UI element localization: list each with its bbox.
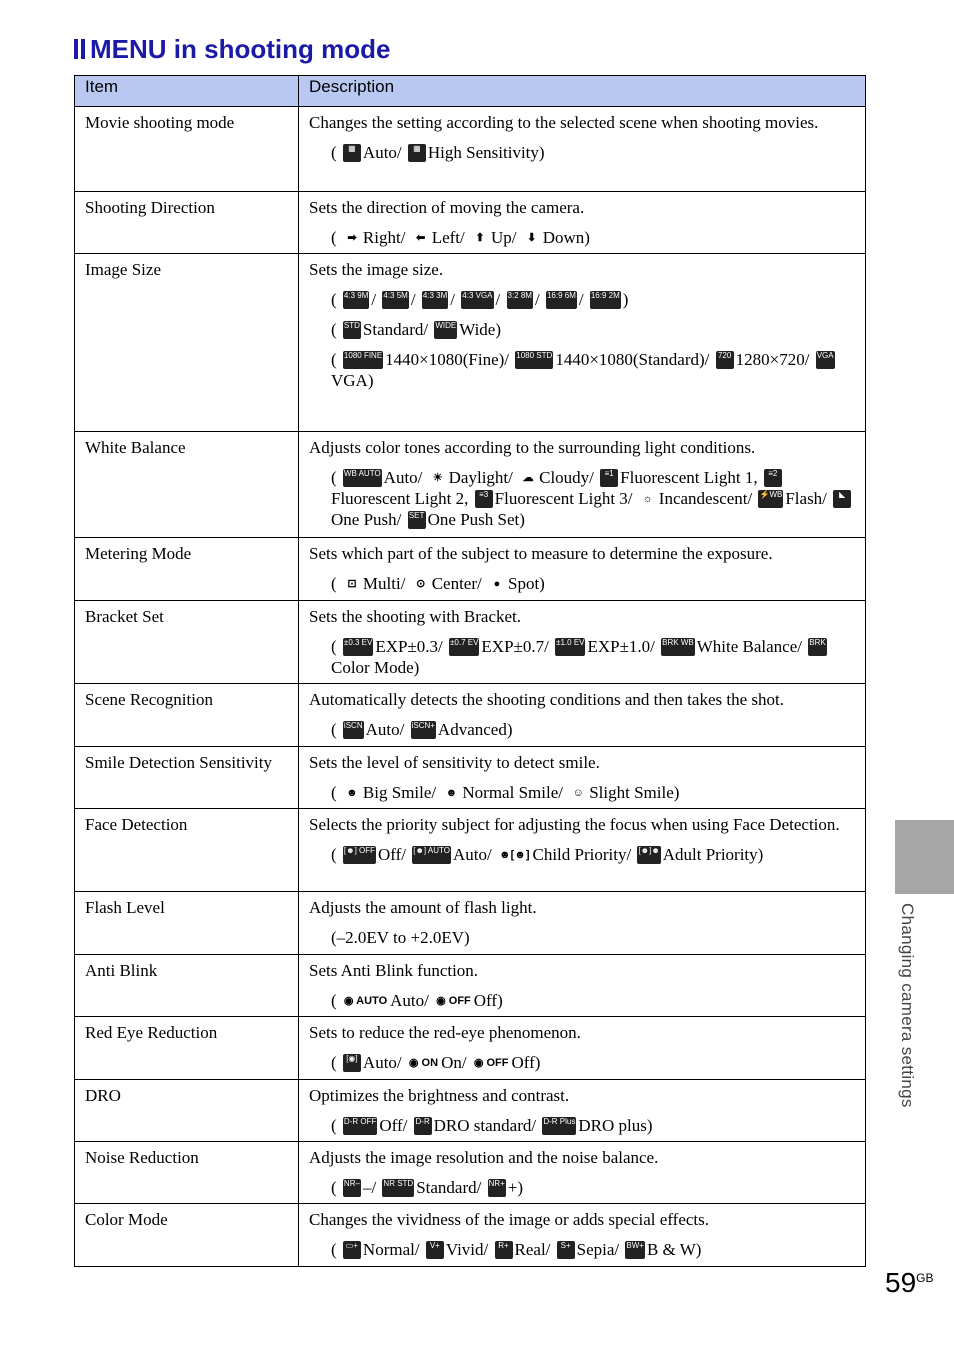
option-text: ( [331, 845, 337, 864]
face-child-icon: ☻[☻] [499, 849, 530, 861]
option-text: 1440×1080(Standard)/ [555, 350, 710, 369]
option-text: Standard/ [416, 1178, 482, 1197]
option-text: / [495, 290, 501, 309]
item-cell: Color Mode [75, 1204, 299, 1267]
blink-auto-icon: ◉ AUTO [343, 995, 388, 1007]
option-text: Off) [473, 991, 503, 1010]
description-cell [299, 192, 866, 254]
item-cell: Image Size [75, 254, 299, 432]
option-text: On/ [441, 1053, 467, 1072]
option-text: Adult Priority) [662, 845, 764, 864]
multi-meter-icon: ⊡ [347, 578, 357, 590]
option-text: DRO plus) [578, 1116, 653, 1135]
option-list [309, 927, 855, 948]
option-text: Normal/ [362, 1240, 420, 1259]
heading-text: MENU in shooting mode [90, 33, 391, 64]
option-text: VGA) [331, 371, 374, 390]
redeye-off-icon: ◉ OFF [473, 1057, 509, 1069]
table-row [75, 955, 866, 1017]
column-header-description: Description [299, 76, 866, 107]
description-cell [299, 955, 866, 1017]
option-text: ( [331, 143, 337, 162]
description-text: Adjusts the amount of flash light. [309, 898, 537, 917]
description-text: Sets Anti Blink function. [309, 961, 479, 980]
option-text: Child Priority/ [532, 845, 632, 864]
option-text: Cloudy/ [539, 468, 594, 487]
cm-vivid-icon: V+ [426, 1241, 444, 1259]
option-text: / [578, 290, 584, 309]
arrow-down-icon: ⬇ [527, 232, 537, 244]
option-text: ( [331, 468, 337, 487]
face-adult-icon: [☻]☻ [637, 846, 660, 864]
option-text: Center/ [431, 574, 482, 593]
bulb-icon: ☼ [642, 493, 653, 505]
option-list [309, 719, 855, 740]
description-text: Adjusts color tones according to the surrounding light conditions. [309, 438, 756, 457]
description-text: Sets the image size. [309, 260, 444, 279]
option-text: Auto/ [390, 991, 429, 1010]
cm-real-icon: R+ [495, 1241, 513, 1259]
option-text: Right/ [362, 228, 406, 247]
option-text: Left/ [431, 228, 465, 247]
table-row [75, 601, 866, 684]
size-3m-icon: 4:3 3M [422, 291, 448, 309]
option-text: Sepia/ [576, 1240, 620, 1259]
option-list [309, 349, 855, 391]
option-text: Daylight/ [448, 468, 513, 487]
face-auto-icon: [☻] AUTO [412, 846, 451, 864]
item-cell: Smile Detection Sensitivity [75, 747, 299, 809]
table-row [75, 684, 866, 747]
face-off-icon: [☻] OFF [343, 846, 376, 864]
option-text: Advanced) [437, 720, 513, 739]
option-text: Normal Smile/ [462, 783, 563, 802]
exp10-icon: ±1.0 EV [555, 638, 585, 656]
menu-table [74, 75, 866, 1267]
option-text: ( [331, 574, 337, 593]
option-text: +) [507, 1178, 524, 1197]
option-text: Auto/ [362, 143, 402, 162]
option-text: / [371, 290, 377, 309]
description-cell [299, 538, 866, 601]
table-header-row [75, 76, 866, 107]
option-text: ( [331, 228, 337, 247]
option-list [309, 1239, 855, 1260]
item-cell: Bracket Set [75, 601, 299, 684]
description-cell [299, 107, 866, 192]
option-text: White Balance/ [696, 637, 802, 656]
option-text: EXP±1.0/ [587, 637, 655, 656]
option-list [309, 636, 855, 678]
option-text: Vivid/ [445, 1240, 489, 1259]
option-text: (–2.0EV to +2.0EV) [331, 928, 470, 947]
option-text: ( [331, 783, 337, 802]
option-text: Wide) [459, 320, 502, 339]
option-text: One Push/ [331, 510, 402, 529]
one-push-icon: ◣ [833, 490, 851, 508]
nr-plus-icon: NR+ [488, 1179, 506, 1197]
option-list [309, 227, 855, 248]
description-cell [299, 1142, 866, 1204]
table-row [75, 538, 866, 601]
size-vga-icon: 4:3 VGA [461, 291, 493, 309]
option-text: 1440×1080(Fine)/ [385, 350, 510, 369]
item-cell: Flash Level [75, 892, 299, 955]
option-list [309, 782, 855, 803]
arrow-left-icon: ⬅ [416, 232, 426, 244]
nr-minus-icon: NR– [343, 1179, 361, 1197]
brk-color-icon: BRK [808, 638, 826, 656]
table-row [75, 432, 866, 538]
dro-std-icon: D-R [414, 1117, 432, 1135]
std-icon: STD [343, 321, 361, 339]
option-text: ( [331, 991, 337, 1010]
fluor1-icon: ≡1 [600, 469, 618, 487]
blink-off-icon: ◉ OFF [436, 995, 471, 1007]
column-header-item: Item [75, 76, 299, 107]
hd-720-icon: 720 [716, 351, 734, 369]
table-row [75, 107, 866, 192]
wb-auto-icon: WB AUTO [343, 469, 382, 487]
fluor3-icon: ≡3 [475, 490, 493, 508]
cm-bw-icon: BW+ [625, 1241, 645, 1259]
option-list [309, 990, 855, 1011]
option-text: Color Mode) [331, 658, 420, 677]
option-text: B & W) [646, 1240, 702, 1259]
description-cell [299, 254, 866, 432]
option-text: Spot) [507, 574, 545, 593]
option-text: Auto/ [362, 1053, 402, 1072]
option-text: Down) [542, 228, 590, 247]
option-text: Flash/ [785, 489, 827, 508]
normal-smile-icon: ☻ [445, 787, 458, 799]
description-text: Selects the priority subject for adjusting the focus when using Face Detection. [309, 815, 840, 834]
option-text: Off) [511, 1053, 541, 1072]
description-cell [299, 1080, 866, 1142]
option-text: Slight Smile) [589, 783, 680, 802]
option-list [309, 289, 855, 310]
option-text: Standard/ [362, 320, 429, 339]
one-push-set-icon: SET [408, 511, 426, 529]
option-text: ( [331, 1116, 337, 1135]
size-8m-icon: 3:2 8M [507, 291, 533, 309]
size-2m-icon: 16:9 2M [590, 291, 621, 309]
option-list [309, 1177, 855, 1198]
movie-hs-icon: ▦ [408, 144, 426, 162]
item-cell: Metering Mode [75, 538, 299, 601]
option-text: ( [331, 1053, 337, 1072]
sun-icon: ☀ [432, 472, 443, 484]
option-list [309, 1052, 855, 1073]
iscn-icon: iSCN [343, 721, 364, 739]
cm-normal-icon: ▭+ [343, 1241, 361, 1259]
option-text: Auto/ [453, 845, 492, 864]
slight-smile-icon: ☺ [572, 787, 584, 799]
size-9m-icon: 4:3 9M [343, 291, 369, 309]
option-text: ( [331, 1240, 337, 1259]
table-row [75, 254, 866, 432]
page-number-suffix: GB [916, 1271, 934, 1285]
description-cell [299, 747, 866, 809]
option-text: ( [331, 637, 337, 656]
table-row [75, 192, 866, 254]
option-text: ( [331, 320, 337, 339]
table-row [75, 747, 866, 809]
option-text: EXP±0.7/ [481, 637, 549, 656]
spot-meter-icon: ● [493, 578, 501, 590]
table-row [75, 892, 866, 955]
exp07-icon: ±0.7 EV [449, 638, 479, 656]
redeye-on-icon: ◉ ON [408, 1057, 439, 1069]
option-text: Auto/ [383, 468, 423, 487]
item-cell: Red Eye Reduction [75, 1017, 299, 1080]
item-cell: Scene Recognition [75, 684, 299, 747]
movie-icon: ▦ [343, 144, 361, 162]
center-meter-icon: ⊙ [416, 578, 426, 590]
option-text: Multi/ [362, 574, 406, 593]
flash-wb-icon: ⚡WB [758, 490, 783, 508]
option-text: Up/ [490, 228, 517, 247]
item-cell: Shooting Direction [75, 192, 299, 254]
cloud-icon: ☁ [522, 472, 534, 484]
description-cell [299, 809, 866, 892]
description-cell [299, 684, 866, 747]
description-text: Sets to reduce the red-eye phenomenon. [309, 1023, 581, 1042]
exp03-icon: ±0.3 EV [343, 638, 373, 656]
option-text: ) [622, 290, 629, 309]
description-text: Sets the direction of moving the camera. [309, 198, 585, 217]
option-text: Auto/ [365, 720, 405, 739]
description-text: Sets which part of the subject to measure to determine the exposure. [309, 544, 773, 563]
option-text: EXP±0.3/ [375, 637, 443, 656]
option-list [309, 467, 855, 530]
option-text: Fluorescent Light 1, [620, 468, 758, 487]
description-text: Adjusts the image resolution and the noise balance. [309, 1148, 659, 1167]
description-cell [299, 432, 866, 538]
brk-wb-icon: BRK WB [661, 638, 695, 656]
cm-sepia-icon: S+ [557, 1241, 575, 1259]
option-text: DRO standard/ [433, 1116, 537, 1135]
option-text: Real/ [514, 1240, 551, 1259]
option-text: / [534, 290, 540, 309]
description-text: Changes the setting according to the selected scene when shooting movies. [309, 113, 819, 132]
option-text: / [450, 290, 456, 309]
description-text: Automatically detects the shooting conditions and then takes the shot. [309, 690, 784, 709]
table-row [75, 809, 866, 892]
table-body [75, 107, 866, 1267]
description-cell [299, 1017, 866, 1080]
description-text: Changes the vividness of the image or adds special effects. [309, 1210, 710, 1229]
item-cell: Face Detection [75, 809, 299, 892]
item-cell: White Balance [75, 432, 299, 538]
option-text: Off/ [379, 1116, 408, 1135]
heading-marker-icon [74, 38, 86, 60]
option-list [309, 319, 855, 340]
description-cell [299, 892, 866, 955]
description-cell [299, 1204, 866, 1267]
wide-icon: WIDE [434, 321, 457, 339]
option-text: Fluorescent Light 2, [331, 489, 469, 508]
big-smile-icon: ☻ [346, 787, 358, 799]
page-number-value: 59 [885, 1267, 917, 1298]
nr-std-icon: NR STD [382, 1179, 414, 1197]
description-text: Sets the level of sensitivity to detect smile. [309, 753, 600, 772]
size-6m-icon: 16:9 6M [546, 291, 577, 309]
option-text: ( [331, 350, 337, 369]
option-text: –/ [362, 1178, 377, 1197]
vga-movie-icon: VGA [816, 351, 835, 369]
option-text: / [410, 290, 416, 309]
item-cell: DRO [75, 1080, 299, 1142]
item-cell: Noise Reduction [75, 1142, 299, 1204]
page-heading [74, 32, 390, 66]
dro-plus-icon: D-R Plus [542, 1117, 576, 1135]
iscn-plus-icon: iSCN+ [411, 721, 436, 739]
option-list [309, 573, 855, 594]
item-cell: Movie shooting mode [75, 107, 299, 192]
description-text: Sets the shooting with Bracket. [309, 607, 522, 626]
option-text: ( [331, 720, 337, 739]
option-text: Fluorescent Light 3/ [494, 489, 633, 508]
fluor2-icon: ≡2 [764, 469, 782, 487]
page-number [885, 1267, 934, 1299]
table-row [75, 1017, 866, 1080]
section-side-label: Changing camera settings [898, 903, 917, 1108]
option-text: ( [331, 1178, 337, 1197]
option-text: High Sensitivity) [427, 143, 545, 162]
option-text: Off/ [378, 845, 407, 864]
arrow-up-icon: ⬆ [475, 232, 485, 244]
std-1080-icon: 1080 STD [515, 351, 553, 369]
fine-1080-icon: 1080 FINE [343, 351, 383, 369]
redeye-auto-icon: [◉] [343, 1054, 361, 1072]
table-row [75, 1080, 866, 1142]
option-list [309, 844, 855, 865]
option-text: 1280×720/ [735, 350, 810, 369]
option-text: Incandescent/ [658, 489, 753, 508]
option-list [309, 142, 855, 163]
table-row [75, 1204, 866, 1267]
dro-off-icon: D-R OFF [343, 1117, 377, 1135]
table-row [75, 1142, 866, 1204]
section-tab [895, 820, 954, 894]
option-text: ( [331, 290, 337, 309]
item-cell: Anti Blink [75, 955, 299, 1017]
option-list [309, 1115, 855, 1136]
description-cell [299, 601, 866, 684]
description-text: Optimizes the brightness and contrast. [309, 1086, 570, 1105]
option-text: One Push Set) [427, 510, 525, 529]
option-text: Big Smile/ [362, 783, 437, 802]
size-5m-icon: 4:3 5M [382, 291, 408, 309]
arrow-right-icon: ➡ [347, 232, 357, 244]
